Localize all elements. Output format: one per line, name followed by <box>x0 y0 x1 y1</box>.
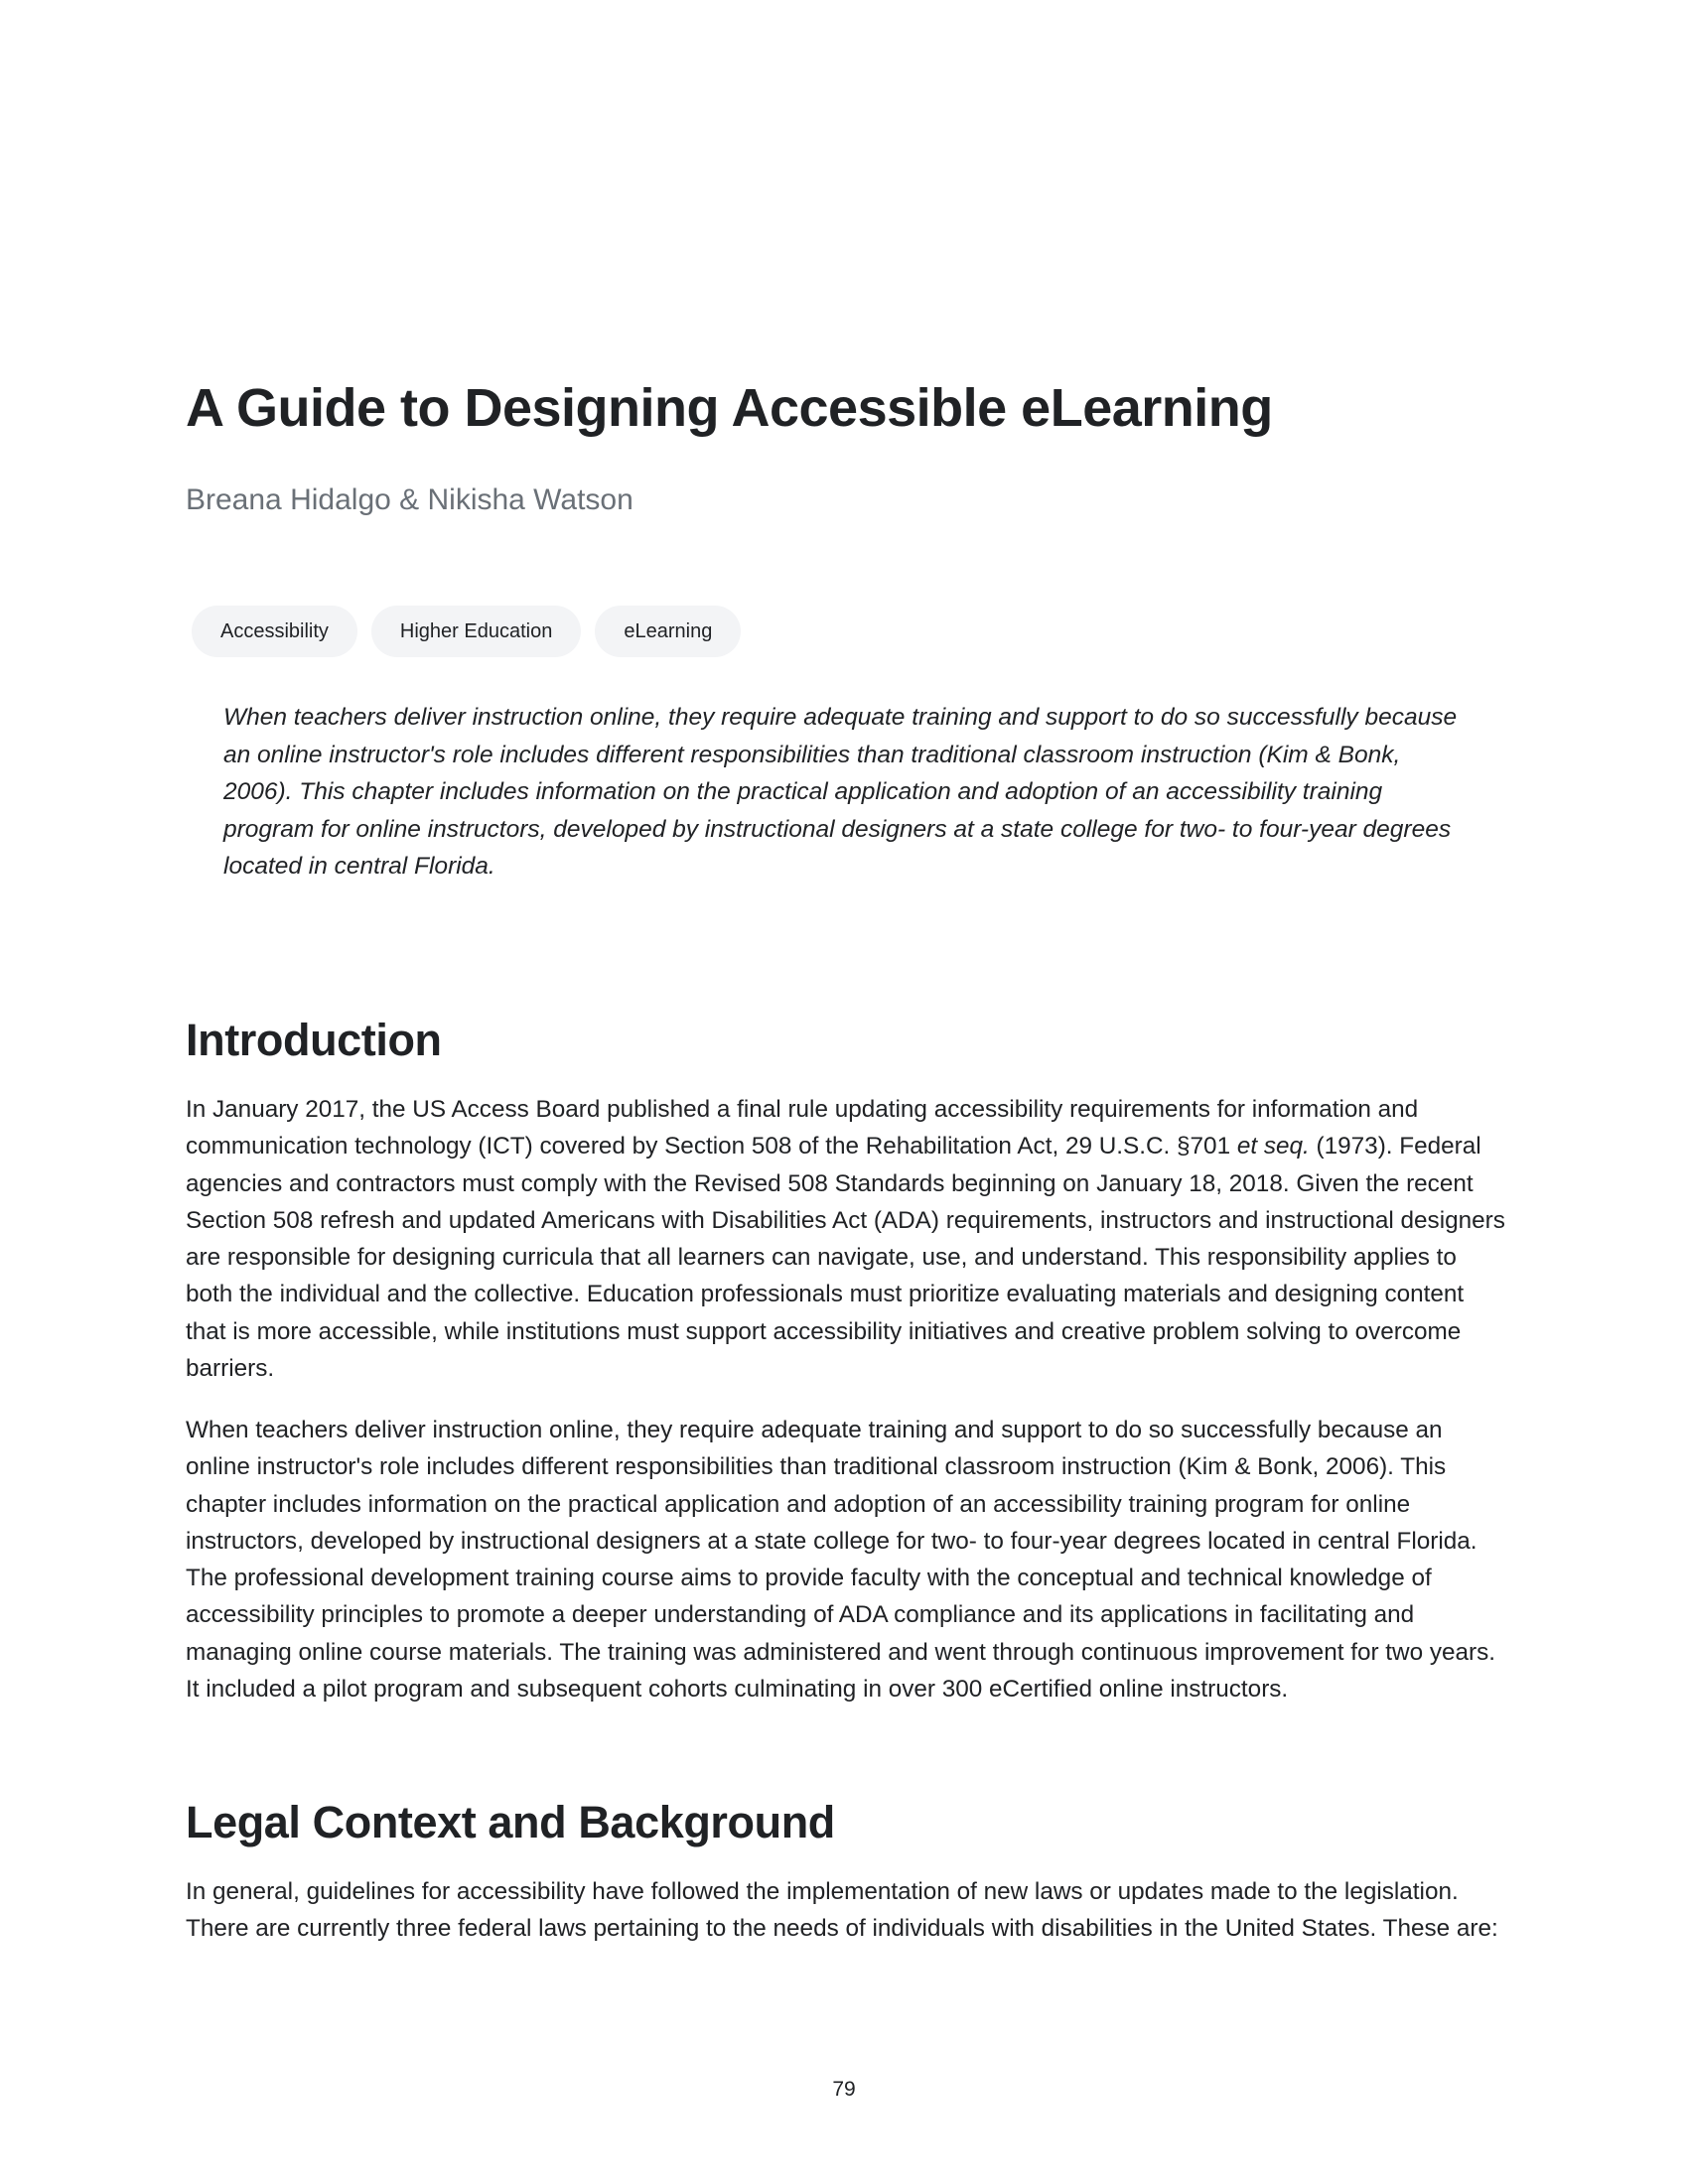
chapter-abstract: When teachers deliver instruction online, they require adequate training and support to do so successfully because an online instructor's role includes different responsibilities than traditional classroom instruction (Kim & Bonk, 2006). This chapter includes information on the practical application and adoption of an accessibility training program for online instructors, developed by instructional designers at a state college for two- to four-year degrees located in central Florida. <box>223 704 1458 880</box>
legal-context-heading: Legal Context and Background <box>186 1797 835 1847</box>
page-number: 79 <box>832 2078 856 2101</box>
introduction-paragraph-1-text-a: In January 2017, the US Access Board published a final rule updating accessibility requirements for information and communication technology (ICT) covered by Section 508 of the Rehabilitation Act, 29 U.S.C. §701 <box>186 1096 1419 1160</box>
introduction-paragraph-1-italic: et seq. <box>1236 1133 1310 1160</box>
introduction-heading: Introduction <box>186 1015 442 1065</box>
tag-list <box>192 606 741 657</box>
tag-higher-education[interactable]: Higher Education <box>371 606 581 657</box>
introduction-paragraph-1-text-b: (1973). Federal agencies and contractors must comply with the Revised 508 Standards beginning on January 18, 2018. Given the recent Section 508 refresh and updated Americans with Disabilities Act (ADA) requirements, instructors and instructional designers are responsible for designing curricula that all learners can navigate, use, and understand. This responsibility applies to both the individual and the collective. Education professionals must prioritize evaluating materials and designing content that is more accessible, while institutions must support accessibility initiatives and creative problem solving to overcome barriers. <box>186 1133 1505 1383</box>
tag-accessibility[interactable]: Accessibility <box>192 606 357 657</box>
chapter-authors: Breana Hidalgo & Nikisha Watson <box>186 483 633 516</box>
introduction-paragraph-2: When teachers deliver instruction online, they require adequate training and support to do so successfully because an online instructor's role includes different responsibilities than traditional classroom instruction (Kim & Bonk, 2006). This chapter includes information on the practical application and adoption of an accessibility training program for online instructors, developed by instructional designers at a state college for two- to four-year degrees located in central Florida. The professional development training course aims to provide faculty with the conceptual and technical knowledge of accessibility principles to promote a deeper understanding of ADA compliance and its applications in facilitating and managing online course materials. The training was administered and went through continuous improvement for two years. It included a pilot program and subsequent cohorts culminating in over 300 eCertified online instructors. <box>186 1417 1496 1704</box>
legal-context-paragraph: In general, guidelines for accessibility have followed the implementation of new laws or updates made to the legislation. There are currently three federal laws pertaining to the needs of individuals with disabilities in the United States. These are: <box>186 1878 1498 1943</box>
tag-elearning[interactable]: eLearning <box>595 606 741 657</box>
chapter-title: A Guide to Designing Accessible eLearning <box>186 378 1273 438</box>
introduction-paragraph-1 <box>186 1091 1506 1387</box>
